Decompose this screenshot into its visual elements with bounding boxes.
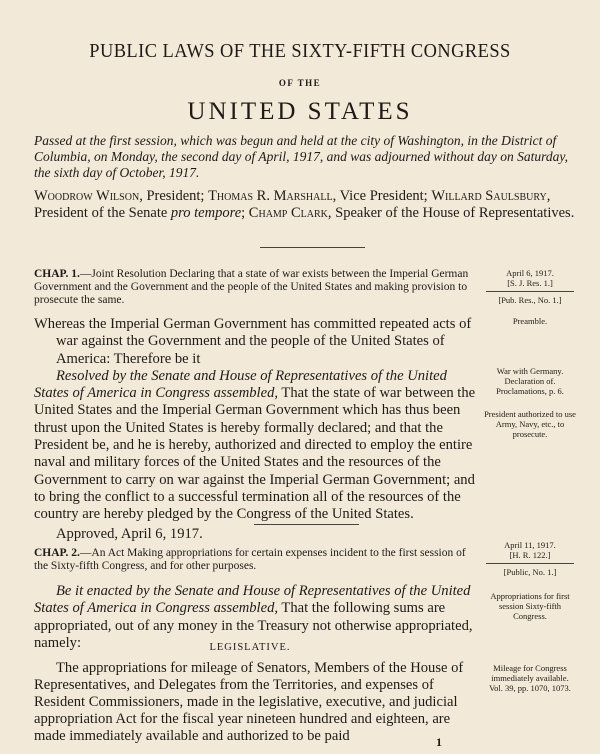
chap1-heading [34, 268, 474, 307]
officers-paragraph [34, 188, 579, 222]
margin-approp: Appropriations for first session Sixty-fifth Congress. [490, 591, 570, 621]
citation-rule [486, 291, 574, 292]
speaker-name: Champ Clark [248, 205, 328, 221]
chap1-date: April 6, 1917. [506, 268, 554, 278]
chap2-title: —An Act Making appropriations for certain expenses incident to the first session of the Sixty-fifth Congress, and for other purposes. [34, 547, 466, 572]
enacted-italic: Be it enacted by the Senate and House of Representatives of the United States of America in Congress assembled, [34, 583, 471, 617]
divider-rule [260, 247, 365, 248]
divider-rule [254, 524, 359, 525]
senate-pt-title: , President of the Senate [34, 188, 551, 221]
legislative-heading: LEGISLATIVE. [209, 642, 291, 653]
vp-title: , Vice President; [332, 188, 432, 204]
chap1-body [34, 316, 480, 543]
chap1-pub-ref: [Pub. Res., No. 1.] [498, 295, 562, 305]
senate-pt-name: Willard Saulsbury [431, 188, 547, 204]
chap2-citation [484, 540, 576, 577]
chap2-date: April 11, 1917. [504, 540, 556, 550]
officers-sep: ; [241, 205, 249, 221]
page-number: 1 [436, 735, 442, 749]
resolved-clause [34, 368, 480, 524]
chap1-res-ref: [S. J. Res. 1.] [507, 278, 553, 288]
chap1-label: CHAP. 1. [34, 268, 80, 280]
speaker-title: , Speaker of the House of Representatives. [327, 205, 575, 221]
title-of-the: OF THE [278, 78, 322, 88]
margin-mileage: Mileage for Congress immediately available. Vol. 39, pp. 1070, 1073. [489, 663, 571, 693]
chap1-title: —Joint Resolution Declaring that a state of war exists between the Imperial German Government and the Government and the people of the United States and making provision to prosecute the same. [34, 268, 469, 306]
chap1-citation [484, 268, 576, 305]
page-title: PUBLIC LAWS OF THE SIXTY-FIFTH CONGRESS [89, 40, 511, 62]
resolved-text: That the state of war between the United States and the Imperial German Government which has thus been thrust upon the United States is hereby formally declared; and that the President be, and he is hereby, authorized and directed to employ the entire naval and military forces of the United States and the resources of the Government to carry on war against the Imperial German Government; and to bring the conflict to a successful termination all of the resources of the country are hereby pledged by the Congress of the United States. [34, 385, 476, 523]
enacted-text: That the following sums are appropriated, out of any money in the Treasury not otherwise appropriated, namely: [34, 600, 473, 651]
resolved-italic: Resolved by the Senate and House of Representatives of the United States of America in Congress assembled, [34, 367, 447, 402]
vp-name: Thomas R. Marshall [208, 188, 333, 204]
margin-president: President authorized to use Army, Navy, etc., to prosecute. [484, 409, 576, 439]
margin-preamble: Preamble. [512, 316, 548, 326]
chap2-heading [34, 547, 474, 573]
chap2-hr-ref: [H. R. 122.] [509, 550, 551, 560]
chap2-label: CHAP. 2. [34, 547, 80, 559]
pro-tempore: pro tempore [170, 205, 242, 221]
mileage-paragraph [34, 660, 480, 745]
title-united-states: UNITED STATES [187, 98, 413, 125]
margin-war: War with Germany. Declaration of. Proclamations, p. 6. [496, 366, 564, 396]
whereas-clause: Whereas the Imperial German Government has committed repeated acts of war against the Government and the people of the United States of America: Therefore be it [34, 316, 472, 367]
citation-rule [486, 563, 574, 564]
mileage-text: The appropriations for mileage of Senators, Members of the House of Representatives, and Delegates from the Territories, and expenses of Resident Commissioners, made in the legislative, executive, and judicial appropriation Act for the fiscal year nineteen hundred and eighteen, are made immediately available and authorized to be paid [34, 660, 464, 744]
session-note: Passed at the first session, which was begun and held at the city of Washington, in the District of Columbia, on Monday, the second day of April, 1917, and was adjourned without day on Saturday, the sixth day of October, 1917. [34, 133, 568, 180]
president-title: , President; [139, 188, 209, 204]
chap2-pub-ref: [Public, No. 1.] [503, 567, 557, 577]
president-name: Woodrow Wilson [34, 188, 140, 204]
chap1-approved: Approved, April 6, 1917. [56, 525, 203, 542]
